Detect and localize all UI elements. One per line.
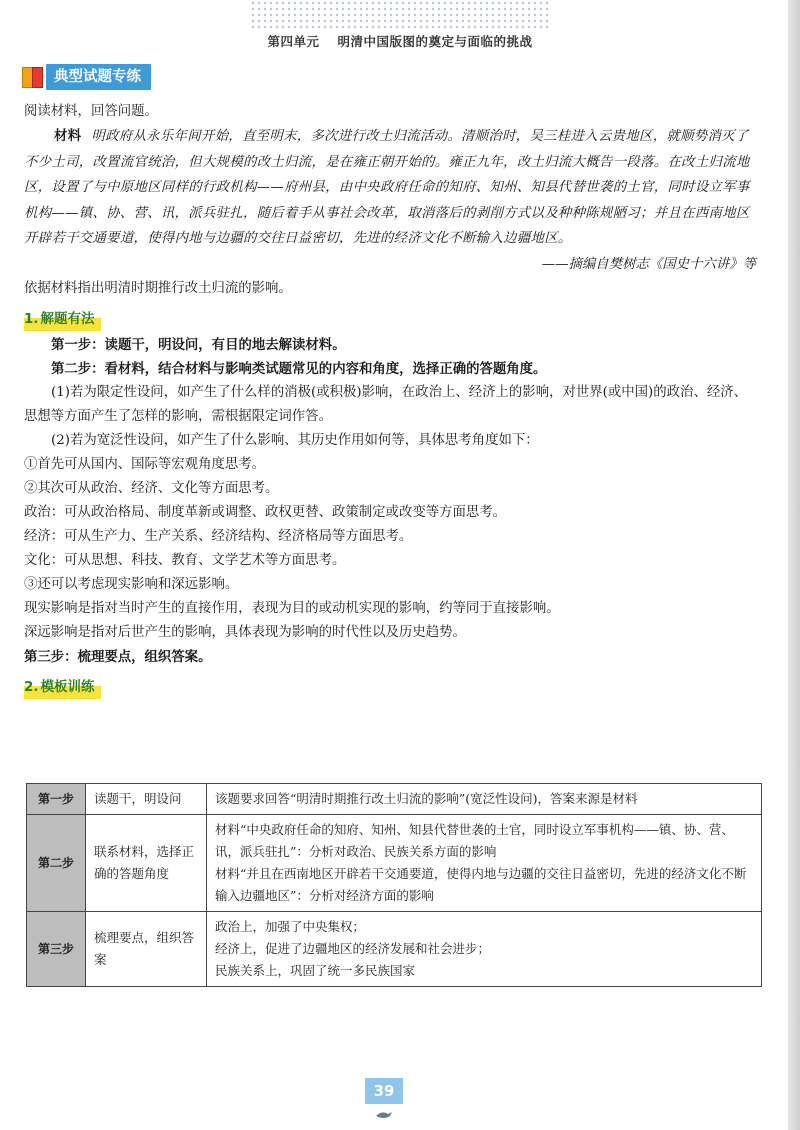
point1-text: (1)若为限定性设问，如产生了什么样的消极(或积极)影响，在政治上、经济上的影响，对世界(或中国)的政治、经济、思想等方面产生了怎样的影响，需根据限定词作答。 [24,384,748,424]
step-cell: 第三步 [27,912,86,987]
table-row [27,784,762,815]
material-paragraph [24,124,756,252]
material-source: ——摘编自樊树志《国史十六讲》等 [541,256,756,272]
page-content [24,100,756,701]
question-text: 依据材料指出明清时期推行改土归流的影响。 [24,280,292,296]
template-heading: 2. 模板训练 [24,675,101,699]
table-row [27,912,762,987]
unit-label: 第四单元 [267,34,320,49]
task-cell: 联系材料，选择正确的答题角度 [86,815,207,912]
point2-text: (2)若为宽泛性设问，如产生了什么影响、其历史作用如何等，具体思考角度如下： [51,432,539,448]
table-row [27,815,762,912]
circle2-text: ②其次可从政治、经济、文化等方面思考。 [24,480,279,496]
unit-title: 明清中国版图的奠定与面临的挑战 [337,34,533,49]
book-icon [22,66,42,88]
step1-text: 第一步：读题干，明设问，有目的地去解读材料。 [51,336,346,353]
step2-text: 第二步：看材料，结合材料与影响类试题常见的内容和角度，选择正确的答题角度。 [51,360,547,377]
step-cell: 第一步 [27,784,86,815]
header-dot-pattern [250,0,550,28]
question-intro: 阅读材料，回答问题。 [24,104,158,119]
section-banner [22,64,151,90]
farreach-text: 深远影响是指对后世产生的影响，具体表现为影响的时代性以及历史趋势。 [24,624,466,640]
circle3-text: ③还可以考虑现实影响和深远影响。 [24,576,239,592]
economy-text: 经济：可从生产力、生产关系、经济结构、经济格局等方面思考。 [24,528,413,544]
section-banner-label: 典型试题专练 [46,64,151,90]
page-edge-shadow [788,0,800,1130]
bird-icon [374,1108,394,1120]
detail-cell: 材料“中央政府任命的知府、知州、知县代替世袭的土官，同时设立军事机构——镇、协、营、讯，派兵驻扎”：分析对政治、民族关系方面的影响 材料“并且在西南地区开辟若干交通要道，使得内地与边疆的交往日益密切，先进的经济文化不断输入边疆地区”：分析对经济方面的影响 [207,815,762,912]
realistic-text: 现实影响是指对当时产生的直接作用，表现为目的或动机实现的影响，约等同于直接影响。 [24,600,560,616]
step-cell: 第二步 [27,815,86,912]
method-heading: 1. 解题有法 [24,307,101,331]
detail-cell: 该题要求回答“明清时期推行改土归流的影响”(宽泛性设问)，答案来源是材料 [207,784,762,815]
circle1-text: ①首先可从国内、国际等宏观角度思考。 [24,456,266,472]
material-label: 材料 [54,128,82,144]
material-text: 明政府从永乐年间开始，直至明末，多次进行改土归流活动。清顺治时，吴三桂进入云贵地区，就顺势消灭了不少土司，改置流官统治，但大规模的改土归流，是在雍正朝开始的。雍正九年，改土归流大概告一段落。在改土归流地区，设置了与中原地区同样的行政机构——府州县，由中央政府任命的知府、知州、知县代替世袭的土官，同时设立军事机构——镇、协、营、讯，派兵驻扎，随后着手从事社会改革，取消落后的剥削方式以及种种陈规陋习；并且在西南地区开辟若干交通要道，使得内地与边疆的交往日益密切，先进的经济文化不断输入边疆地区。 [24,129,750,246]
task-cell: 读题干，明设问 [86,784,207,815]
running-header [0,32,800,50]
detail-cell: 政治上，加强了中央集权； 经济上，促进了边疆地区的经济发展和社会进步； 民族关系上，巩固了统一多民族国家 [207,912,762,987]
culture-text: 文化：可从思想、科技、教育、文学艺术等方面思考。 [24,552,346,568]
step3-text: 第三步：梳理要点，组织答案。 [24,648,212,665]
task-cell: 梳理要点，组织答案 [86,912,207,987]
page-number: 39 [365,1078,403,1104]
politics-text: 政治：可从政治格局、制度革新或调整、政权更替、政策制定或改变等方面思考。 [24,504,507,520]
template-table [26,783,762,987]
